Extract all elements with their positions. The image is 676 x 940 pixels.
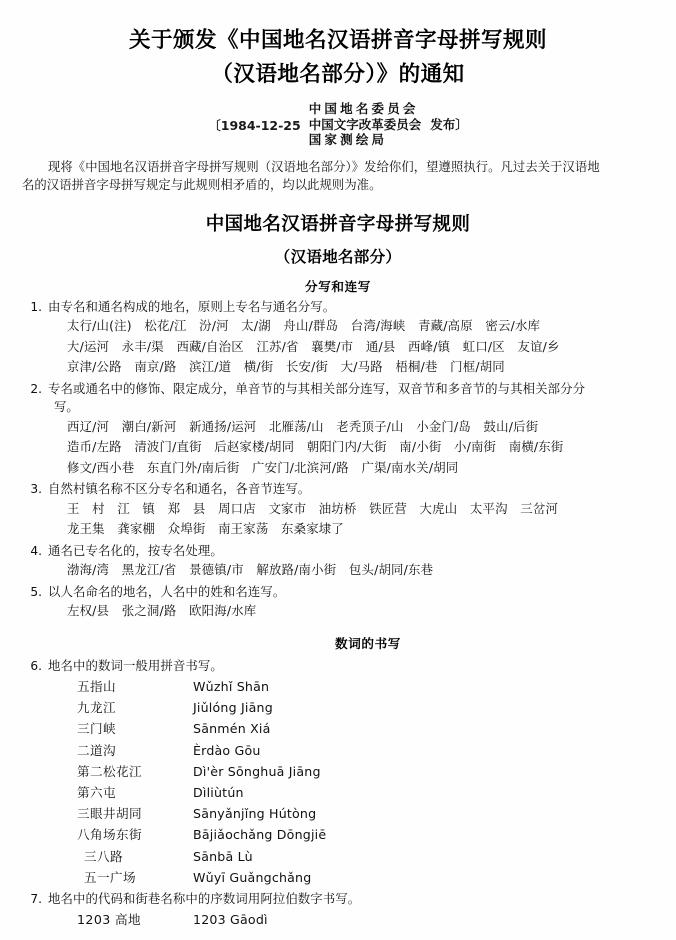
pinyin-row — [22, 909, 654, 930]
document-title — [22, 0, 654, 92]
rule-text: 以人名命名的地名，人名中的姓和名连写。 — [48, 583, 286, 599]
pinyin-row — [22, 676, 654, 697]
rule-examples — [22, 316, 654, 378]
rule-text: 由专名和通名构成的地名，原则上专名与通名分写。 — [48, 298, 336, 314]
pinyin-romanization: Dì'èr Sōnghuā Jiāng — [193, 763, 321, 779]
pinyin-hanzi: 第六屯 — [77, 785, 116, 801]
rule-text: 专名或通名中的修饰、限定成分，单音节的与其相关部分连写，双音节和多音节的与其相关部分分 — [48, 380, 586, 396]
pinyin-hanzi: 三八路 — [84, 848, 123, 864]
pinyin-hanzi: 九龙江 — [77, 700, 116, 716]
pinyin-hanzi: 八角场东街 — [77, 827, 142, 843]
pinyin-hanzi: 三眼井胡同 — [77, 806, 142, 822]
rule-line — [22, 657, 654, 676]
issuer-block — [22, 101, 654, 148]
rule-item-4 — [22, 542, 654, 581]
example-line: 大/运河 永丰/渠 西藏/自治区 江苏/省 襄樊/市 通/县 西峰/镇 虹口/区 友谊/乡 — [67, 338, 560, 354]
pinyin-hanzi: 五一广场 — [84, 869, 136, 885]
rule-item-6 — [22, 657, 654, 676]
pinyin-hanzi: 第二松花江 — [77, 763, 142, 779]
pinyin-row — [22, 867, 654, 888]
pinyin-hanzi: 1203 高地 — [77, 911, 142, 927]
pinyin-hanzi: 三门峡 — [77, 721, 116, 737]
pinyin-row — [22, 697, 654, 718]
pinyin-row — [22, 782, 654, 803]
pinyin-row — [22, 761, 654, 782]
rule-examples — [22, 601, 654, 622]
rule-item-3 — [22, 480, 654, 540]
example-line: 西辽/河 潮白/新河 新通扬/运河 北雁荡/山 老秃顶子/山 小金门/岛 鼓山/后街 — [67, 418, 539, 434]
pinyin-hanzi: 五指山 — [77, 679, 116, 694]
document-title-line-2: （汉语地名部分）》的通知 — [211, 62, 465, 87]
rule-sections — [22, 276, 654, 676]
pinyin-romanization: 1203 Gāodì — [193, 911, 268, 927]
rule-text: 自然村镇名称不区分专名和通名，各音节连写。 — [48, 481, 311, 496]
rule-item-2 — [22, 380, 654, 479]
pinyin-romanization: Wǔzhǐ Shān — [193, 679, 270, 694]
rule-line — [22, 480, 654, 499]
preamble-line-2: 名的汉语拼音字母拼写规定与此规则相矛盾的，均以此规则为准。 — [22, 177, 382, 192]
rule-text: 地名中的数词一般用拼音书写。 — [48, 657, 223, 673]
pinyin-romanization: Sānyǎnjǐng Hútòng — [193, 806, 317, 822]
preamble-line-1: 现将《中国地名汉语拼音字母拼写规则（汉语地名部分）》发给你们，望遵照执行。凡过去关于汉语地 — [48, 159, 600, 174]
rule-item-7 — [22, 890, 654, 930]
pinyin-row — [22, 740, 654, 761]
example-line: 修文/西小巷 东直门外/南后街 广安门/北滨河/路 广渠/南水关/胡同 — [67, 459, 459, 475]
pinyin-romanization: Wǔyī Guǎngchǎng — [193, 869, 312, 885]
rule-item-5 — [22, 583, 654, 622]
pinyin-romanization: Bājiǎochǎng Dōngjiē — [193, 827, 327, 843]
issuer-publish-label: 发布〕 — [430, 116, 468, 132]
issuer-organizations — [309, 101, 468, 148]
example-line: 太行/山(注) 松花/江 汾/河 太/湖 舟山/群岛 台湾/海峡 青藏/高原 密云/水库 — [67, 318, 541, 333]
pinyin-romanization: Sānbā Lù — [193, 848, 253, 864]
rule-number: 1. — [30, 299, 42, 314]
rule-number: 4. — [30, 543, 42, 558]
example-line: 京津/公路 南京/路 滨江/道 横/街 长安/街 大/马路 梧桐/巷 门框/胡同 — [67, 359, 505, 374]
example-line: 王 村 江 镇 郑 县 周口店 文家市 油坊桥 铁匠营 大虎山 太平沟 三岔河 — [67, 500, 559, 516]
rule-line — [22, 298, 654, 317]
rule-line — [22, 380, 654, 399]
issue-date: 〔1984-12-25 — [208, 117, 301, 133]
rule-text: 通名已专名化的，按专名处理。 — [48, 542, 223, 558]
example-line: 左权/县 张之洞/路 欧阳海/水库 — [67, 603, 257, 618]
issuer-org-1: 中国地名委员会 — [308, 101, 419, 116]
pinyin-romanization: Èrdào Gōu — [193, 742, 261, 758]
rule-line — [22, 890, 654, 909]
section-header: 分写和连写 — [305, 278, 371, 294]
rule-number: 2. — [30, 381, 42, 396]
example-line: 龙王集 龚家棚 众埠街 南王家荡 东桑家埭了 — [67, 521, 344, 536]
section-header: 数词的书写 — [335, 635, 401, 651]
rule-title: 中国地名汉语拼音字母拼写规则 — [205, 213, 471, 235]
preamble-paragraph — [22, 158, 654, 194]
rule-examples — [22, 499, 654, 540]
pinyin-romanization: Jiǔlóng Jiāng — [193, 700, 273, 716]
issuer-org-2-row — [309, 117, 468, 133]
pinyin-row — [22, 824, 654, 845]
rule-text-continued: 写。 — [54, 399, 79, 414]
rule-examples — [22, 560, 654, 581]
rule-text: 地名中的代码和街巷名称中的序数词用阿拉伯数字书写。 — [48, 891, 361, 907]
rule-number: 3. — [30, 482, 42, 496]
issuer-org-2: 中国文字改革委员会 — [308, 116, 422, 132]
document-title-line-1: 关于颁发《中国地名汉语拼音字母拼写规则 — [128, 28, 547, 53]
pinyin-row — [22, 803, 654, 824]
rule-line — [22, 583, 654, 602]
pinyin-hanzi: 二道沟 — [77, 742, 116, 758]
rule-line — [22, 542, 654, 561]
example-line: 造币/左路 清波门/直街 后赵家楼/胡同 朝阳门内/大街 南/小街 小/南街 南横/东街 — [67, 439, 564, 454]
rule-item-1 — [22, 298, 654, 378]
rule-examples — [22, 417, 654, 479]
issuer-org-3: 国家测绘局 — [308, 132, 388, 147]
rule-number: 7. — [30, 892, 42, 907]
rule-number: 6. — [30, 658, 42, 673]
example-line: 渤海/湾 黑龙江/省 景德镇/市 解放路/南小街 包头/胡同/东巷 — [67, 562, 434, 577]
pinyin-romanization: Sānmén Xiá — [193, 721, 271, 737]
pinyin-romanization: Dìliùtún — [193, 785, 244, 801]
pinyin-row — [22, 846, 654, 867]
pinyin-example-table — [22, 676, 654, 888]
rule-number: 5. — [30, 584, 42, 599]
rule-subtitle: （汉语地名部分） — [274, 247, 402, 266]
pinyin-row — [22, 718, 654, 739]
